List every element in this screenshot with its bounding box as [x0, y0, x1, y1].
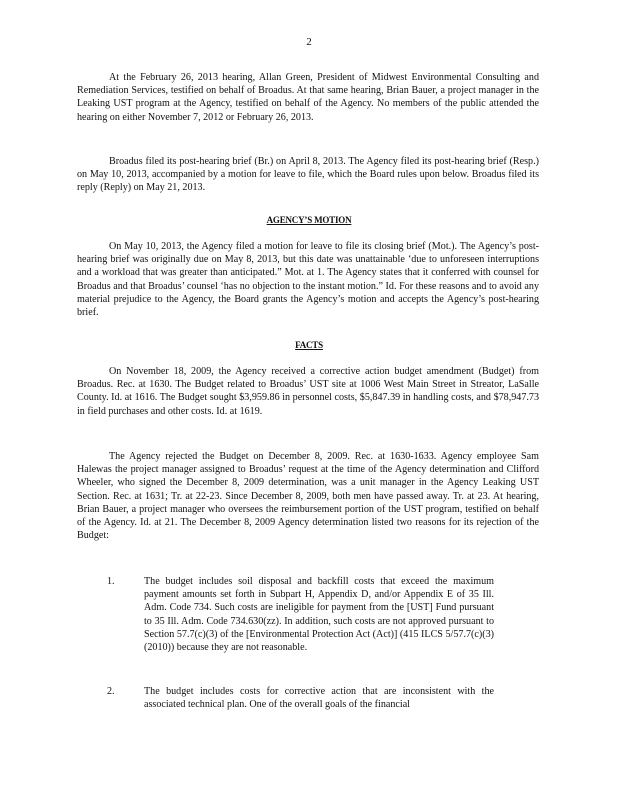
list-item-text: The budget includes costs for corrective action that are inconsistent with the associated technical plan. One of the overall goals of the financial [144, 686, 494, 711]
paragraph-motion-leave: On May 10, 2013, the Agency filed a motion for leave to file its closing brief (Mot.). The Agency’s post-hearing brief was originally due on May 8, 2013, but this date was unattainable ‘due to unforeseen interruptions and a workload that was greater than anticipated.” Mot. at 1. The Agency states that it conferred with counsel for Broadus and that Broadus’ counsel ‘has no objection to the instant motion.” Id. For these reasons and to avoid any material prejudice to the Agency, the Board grants the Agency’s motion and accepts the Agency’s post-hearing brief. [77, 241, 539, 319]
heading-agency-motion: AGENCY’S MOTION [266, 215, 352, 225]
paragraph-budget-received: On November 18, 2009, the Agency received a corrective action budget amendment (Budget) from Broadus. Rec. at 1630. The Budget related to Broadus’ UST site at 1006 West Main Street in Streator, LaSalle County. Id. at 1616. The Budget sought $3,959.86 in personnel costs, $5,847.39 in handling costs, and $78,947.73 in field purchases and other costs. Id. at 1619. [77, 366, 539, 417]
list-item-text: The budget includes soil disposal and backfill costs that exceed the maximum payment amounts set forth in Subpart H, Appendix D, and/or Appendix E of 35 Ill. Adm. Code 734. Such costs are ineligible for payment from the [UST] Fund pursuant to 35 Ill. Adm. Code 734.630(zz). In addition, such costs are not approved pursuant to Section 57.7(c)(3) of the [Environmental Protection Act (Act)] (415 ILCS 5/57.7(c)(3) (2010)) because they are not reasonable. [144, 576, 494, 654]
list-item-number: 2. [107, 686, 115, 697]
paragraph-budget-rejected: The Agency rejected the Budget on December 8, 2009. Rec. at 1630-1633. Agency employee Sam Halewas the project manager assigned to Broadus’ request at the time of the Agency determination and Clifford Wheeler, who signed the December 8, 2009 determination, was a unit manager in the Agency Leaking UST Section. Rec. at 1631; Tr. at 22-23. Since December 8, 2009, both men have passed away. Tr. at 23. At hearing, Brian Bauer, a project manager who oversees the reimbursement portion of the UST program, testified on behalf of the Agency. Id. at 21. The December 8, 2009 Agency determination listed two reasons for its rejection of the Budget: [77, 451, 539, 542]
list-item-number: 1. [107, 576, 115, 587]
page-number: 2 [306, 36, 312, 48]
heading-facts: FACTS [295, 340, 323, 350]
paragraph-hearing-testimony: At the February 26, 2013 hearing, Allan Green, President of Midwest Environmental Consulting and Remediation Services, testified on behalf of Broadus. At that same hearing, Brian Bauer, a project manager in the Leaking UST program at the Agency, testified on behalf of the Agency. No members of the public attended the hearing on either November 7, 2012 or February 26, 2013. [77, 72, 539, 123]
paragraph-briefs: Broadus filed its post-hearing brief (Br.) on April 8, 2013. The Agency filed its post-hearing brief (Resp.) on May 10, 2013, accompanied by a motion for leave to file, which the Board rules upon below. Broadus filed its reply (Reply) on May 21, 2013. [77, 156, 539, 194]
